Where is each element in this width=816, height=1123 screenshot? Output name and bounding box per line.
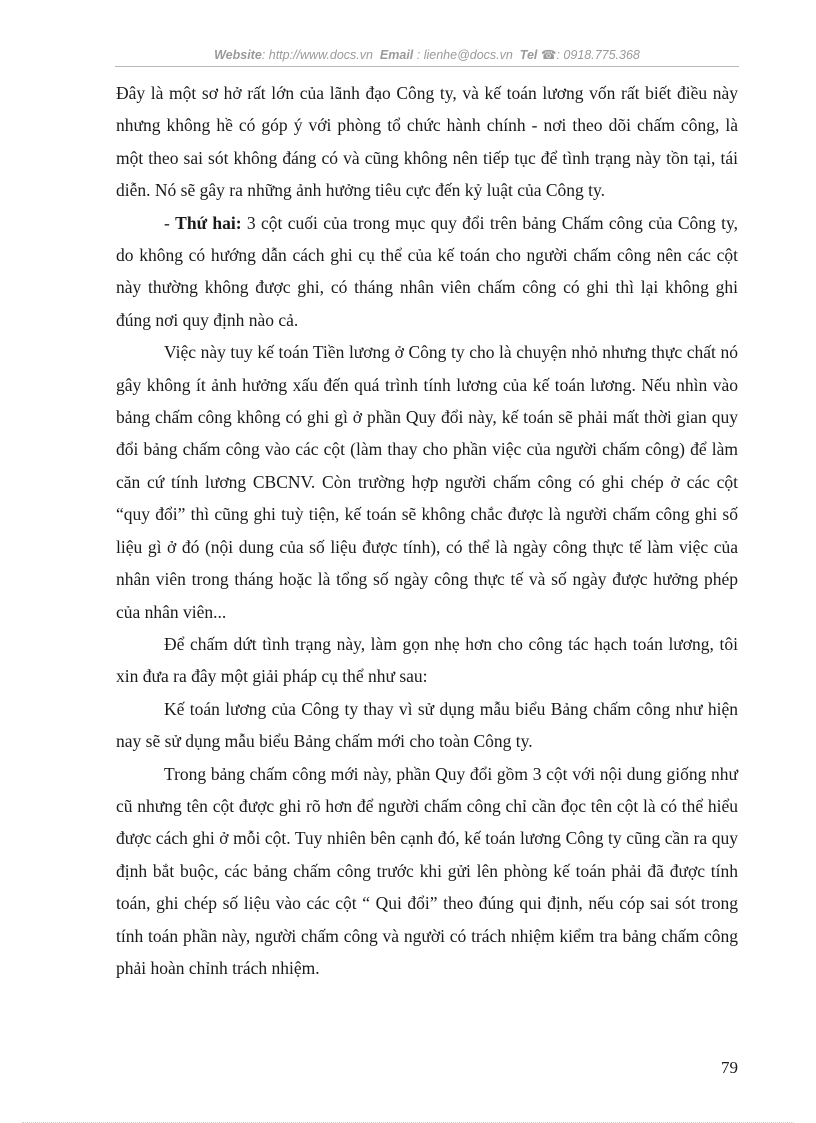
paragraph-4: Để chấm dứt tình trạng này, làm gọn nhẹ hơn cho công tác hạch toán lương, tôi xin đưa ra đây một giải pháp cụ thể như sau: xyxy=(116,633,738,687)
paragraph-2-heading: Thứ hai: xyxy=(175,212,242,233)
paragraph-2-text: 3 cột cuối của trong mục quy đổi trên bảng Chấm công của Công ty, do không có hướng dẫn cách ghi cụ thể của kế toán cho người chấm công nên các cột này thường không được ghi, có tháng nhân viên chấm công có ghi thì lại không ghi đúng nơi quy định nào cả. xyxy=(116,212,738,330)
header-divider xyxy=(115,66,739,67)
phone-number: : 0918.775.368 xyxy=(556,48,640,62)
page-number: 79 xyxy=(721,1058,738,1077)
phone-icon: ☎ xyxy=(540,48,557,62)
page-header xyxy=(115,47,739,65)
email-address: : lienhe@docs.vn xyxy=(416,48,513,62)
document-body xyxy=(116,77,738,984)
website-url: : http://www.docs.vn xyxy=(261,48,373,62)
website-label: Website xyxy=(214,48,262,62)
paragraph-6: Trong bảng chấm công mới này, phần Quy đổi gồm 3 cột với nội dung giống như cũ nhưng tên cột được ghi rõ hơn để người chấm công chỉ cần đọc tên cột là có thể hiểu được cách ghi ở mỗi cột. Tuy nhiên bên cạnh đó, kế toán lương Công ty cũng cần ra quy định bắt buộc, các bảng chấm công trước khi gửi lên phòng kế toán phải đã được tính toán, ghi chép số liệu vào các cột “ Qui đổi” theo đúng qui định, nếu cóp sai sót trong tính toán phần này, người chấm công và người có trách nhiệm kiểm tra bảng chấm công phải hoàn chỉnh trách nhiệm. xyxy=(116,763,738,978)
paragraph-3: Việc này tuy kế toán Tiền lương ở Công ty cho là chuyện nhỏ nhưng thực chất nó gây không ít ảnh hưởng xấu đến quá trình tính lương của kế toán lương. Nếu nhìn vào bảng chấm công không có ghi gì ở phần Quy đổi này, kế toán sẽ phải mất thời gian quy đổi bảng chấm công vào các cột (làm thay cho phần việc của người chấm công) để làm căn cứ tính lương CBCNV. Còn trường hợp người chấm công có ghi chép ở các cột “quy đổi” thì cũng ghi tuỳ tiện, kế toán sẽ không chắc được là người chấm công ghi số liệu gì ở đó (nội dung của số liệu được tính), có thể là ngày công thực tế làm việc của nhân viên trong tháng hoặc là tổng số ngày công thực tế và số ngày được hưởng phép của nhân viên... xyxy=(116,342,738,622)
paragraph-5: Kế toán lương của Công ty thay vì sử dụng mẫu biểu Bảng chấm công như hiện nay sẽ sử dụng mẫu biểu Bảng chấm mới cho toàn Công ty. xyxy=(116,698,738,752)
paragraph-2 xyxy=(116,207,738,337)
paragraph-2-dash: - xyxy=(164,212,176,233)
email-label: Email xyxy=(379,48,414,62)
paragraph-1: Đây là một sơ hở rất lớn của lãnh đạo Công ty, và kế toán lương vốn rất biết điều này nhưng không hề có góp ý với phòng tổ chức hành chính - nơi theo dõi chấm công, là một theo sai sót không đáng có và cũng không nên tiếp tục để tình trạng này tồn tại, tái diễn. Nó sẽ gây ra những ảnh hưởng tiêu cực đến kỷ luật của Công ty. xyxy=(116,83,738,201)
tel-label: Tel xyxy=(519,48,538,62)
